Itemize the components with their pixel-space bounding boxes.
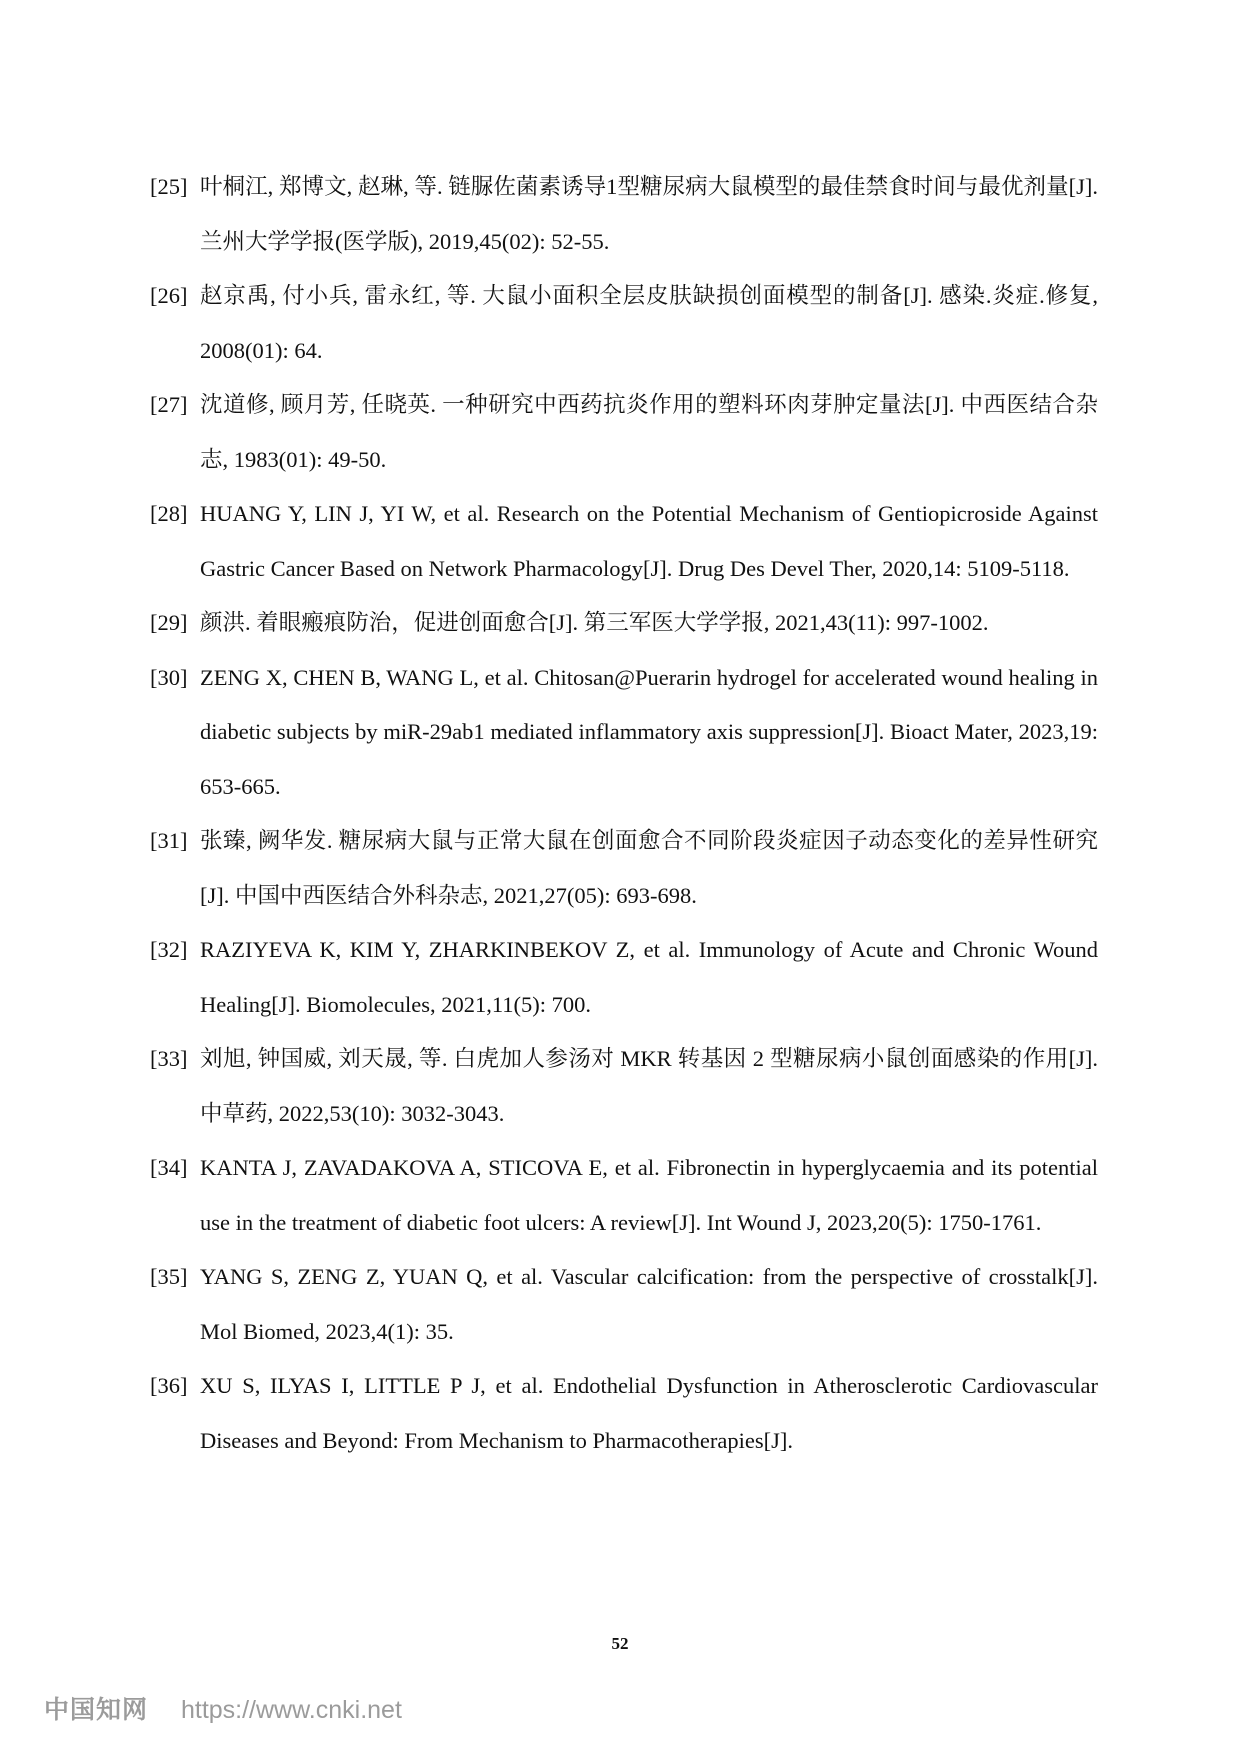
reference-item	[150, 1250, 1098, 1359]
reference-number: [34]	[150, 1155, 188, 1180]
reference-text: 赵京禹, 付小兵, 雷永红, 等. 大鼠小面积全层皮肤缺损创面模型的制备[J]. 感染.炎症.修复, 2008(01): 64.	[200, 283, 1098, 363]
cnki-url: https://www.cnki.net	[180, 1696, 402, 1724]
reference-number: [28]	[150, 501, 188, 526]
reference-number: [26]	[150, 283, 188, 308]
reference-text: KANTA J, ZAVADAKOVA A, STICOVA E, et al. Fibronectin in hyperglycaemia and its potential use in the treatment of diabetic foot ulcers: A review[J]. Int Wound J, 2023,20(5): 1750-1761.	[200, 1155, 1098, 1235]
reference-text: YANG S, ZENG Z, YUAN Q, et al. Vascular calcification: from the perspective of crosstalk[J]. Mol Biomed, 2023,4(1): 35.	[200, 1264, 1098, 1344]
reference-number: [27]	[150, 392, 188, 417]
reference-item	[150, 1359, 1098, 1468]
reference-text: HUANG Y, LIN J, YI W, et al. Research on the Potential Mechanism of Gentiopicroside Against Gastric Cancer Based on Network Pharmacology[J]. Drug Des Devel Ther, 2020,14: 5109-5118.	[200, 501, 1098, 581]
reference-text: 张臻, 阙华发. 糖尿病大鼠与正常大鼠在创面愈合不同阶段炎症因子动态变化的差异性研究[J]. 中国中西医结合外科杂志, 2021,27(05): 693-698.	[200, 828, 1098, 908]
cnki-logo-text: 中国知网	[44, 1696, 149, 1724]
reference-item	[150, 1141, 1098, 1250]
reference-item	[150, 596, 1098, 651]
reference-item	[150, 923, 1098, 1032]
page-number: 52	[611, 1634, 629, 1653]
reference-text: 叶桐江, 郑博文, 赵琳, 等. 链脲佐菌素诱导1型糖尿病大鼠模型的最佳禁食时间与最优剂量[J]. 兰州大学学报(医学版), 2019,45(02): 52-55.	[200, 174, 1098, 254]
reference-list	[150, 160, 1098, 1468]
reference-item	[150, 160, 1098, 269]
reference-item	[150, 269, 1098, 378]
reference-item	[150, 378, 1098, 487]
reference-number: [29]	[150, 610, 188, 635]
reference-item	[150, 1032, 1098, 1141]
reference-text: 颜洪. 着眼瘢痕防治，促进创面愈合[J]. 第三军医大学学报, 2021,43(11): 997-1002.	[200, 610, 989, 635]
reference-text: XU S, ILYAS I, LITTLE P J, et al. Endothelial Dysfunction in Atherosclerotic Cardiovascular Diseases and Beyond: From Mechanism to Pharmacotherapies[J].	[200, 1373, 1098, 1453]
reference-number: [36]	[150, 1373, 188, 1398]
reference-number: [25]	[150, 174, 188, 199]
reference-text: 沈道修, 顾月芳, 任晓英. 一种研究中西药抗炎作用的塑料环肉芽肿定量法[J]. 中西医结合杂志, 1983(01): 49-50.	[200, 392, 1098, 472]
reference-number: [32]	[150, 937, 188, 962]
reference-item	[150, 651, 1098, 815]
reference-item	[150, 814, 1098, 923]
reference-text: ZENG X, CHEN B, WANG L, et al. Chitosan@Puerarin hydrogel for accelerated wound healing in diabetic subjects by miR-29ab1 mediated inflammatory axis suppression[J]. Bioact Mater, 2023,19: 653-665.	[200, 664, 1098, 799]
cnki-watermark	[44, 1690, 402, 1726]
reference-number: [30]	[150, 664, 188, 690]
reference-item	[150, 487, 1098, 596]
reference-text: 刘旭, 钟国威, 刘天晟, 等. 白虎加人参汤对 MKR 转基因 2 型糖尿病小鼠创面感染的作用[J]. 中草药, 2022,53(10): 3032-3043.	[200, 1046, 1098, 1126]
reference-number: [31]	[150, 828, 188, 853]
reference-number: [35]	[150, 1264, 188, 1289]
reference-text: RAZIYEVA K, KIM Y, ZHARKINBEKOV Z, et al. Immunology of Acute and Chronic Wound Healing[J]. Biomolecules, 2021,11(5): 700.	[200, 937, 1098, 1017]
reference-number: [33]	[150, 1046, 188, 1071]
